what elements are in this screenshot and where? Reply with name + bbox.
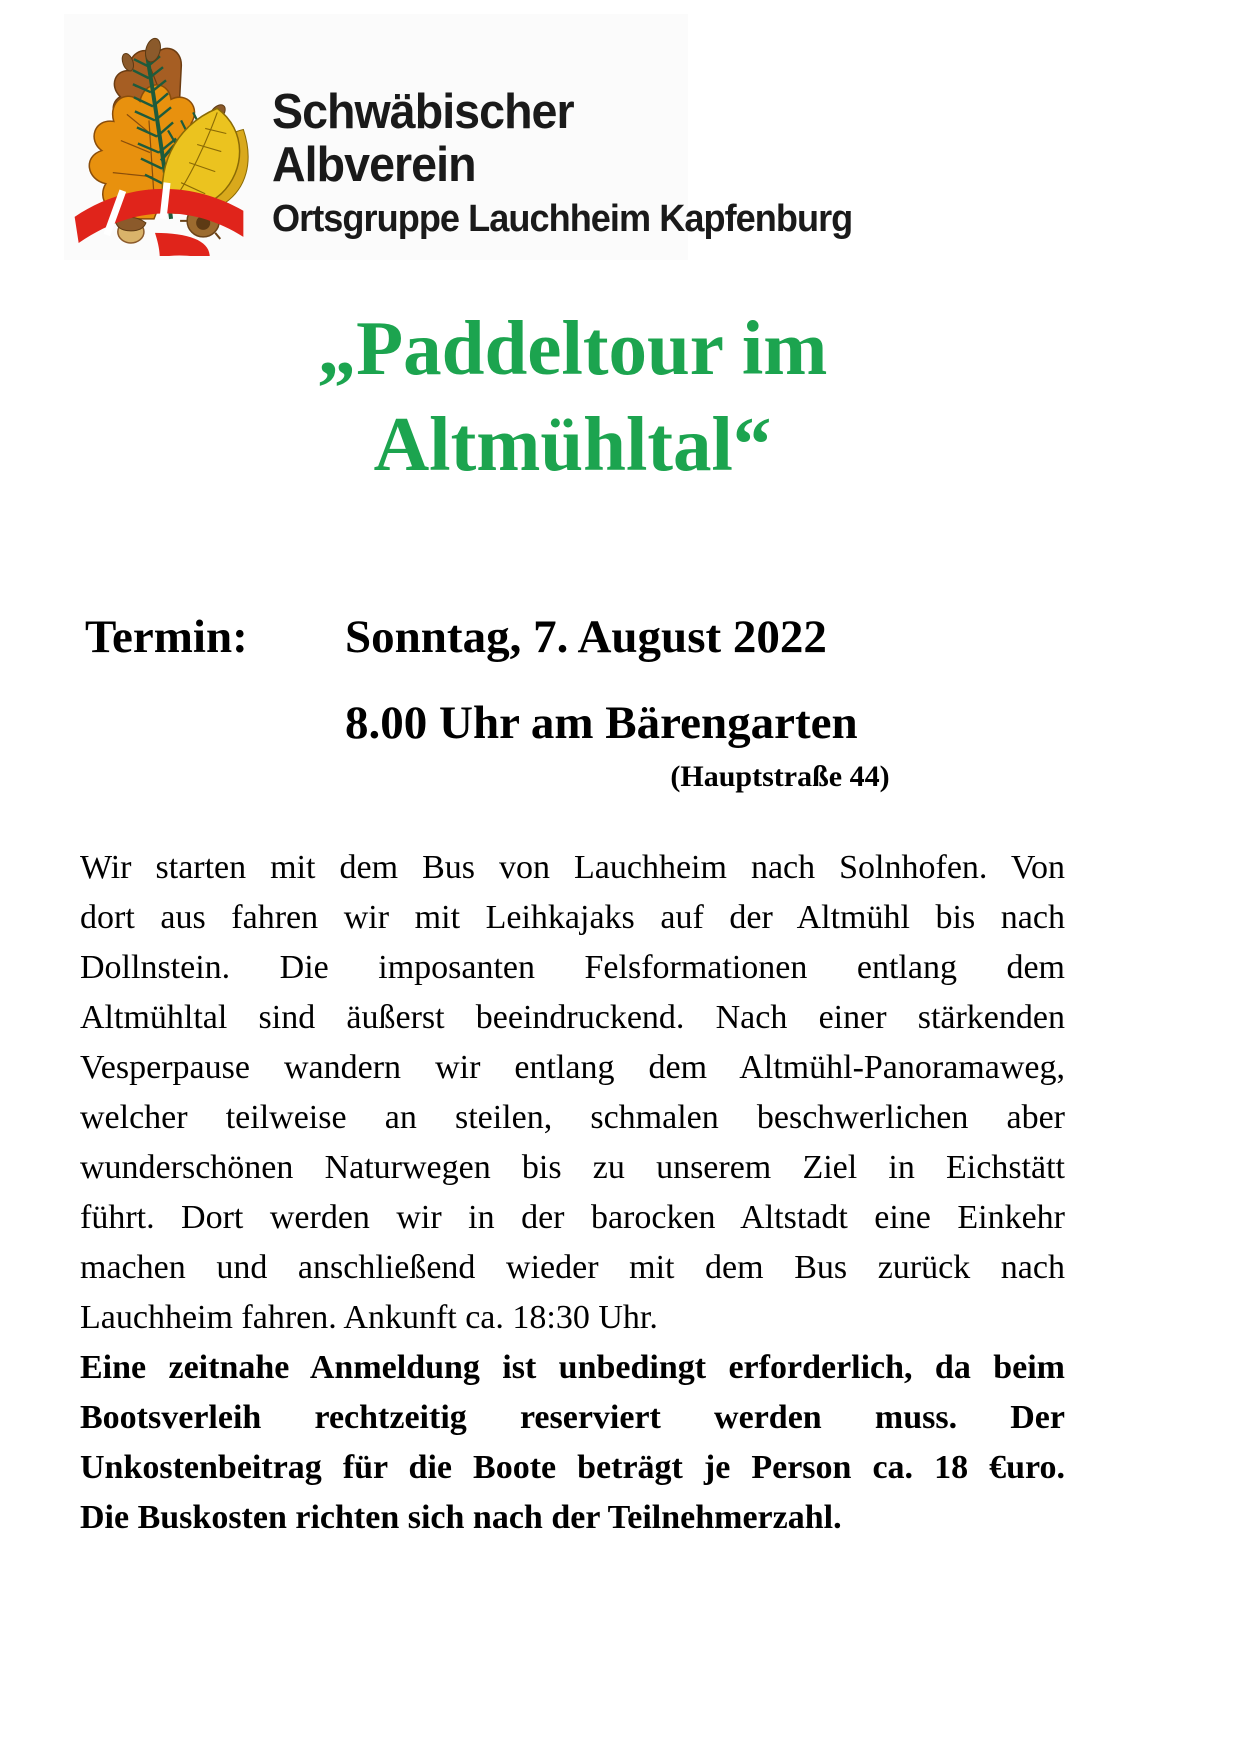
event-title xyxy=(80,300,1065,492)
body-line: Vesperpause wandern wir entlang dem Altmühl-Panoramaweg, xyxy=(80,1049,1065,1086)
body-line: führt. Dort werden wir in der barocken Altstadt eine Einkehr xyxy=(80,1199,1065,1236)
bold-line: Eine zeitnahe Anmeldung ist unbedingt erforderlich, da beim xyxy=(80,1349,1065,1386)
body-line: dort aus fahren wir mit Leihkajaks auf der Altmühl bis nach xyxy=(80,899,1065,936)
body-line: wunderschönen Naturwegen bis zu unserem Ziel in Eichstätt xyxy=(80,1149,1065,1186)
schedule-time-place: 8.00 Uhr am Bärengarten xyxy=(345,697,858,749)
registration-note xyxy=(80,1343,1065,1543)
body-line: Lauchheim fahren. Ankunft ca. 18:30 Uhr. xyxy=(80,1299,658,1336)
bold-line: Unkostenbeitrag für die Boote beträgt je Person ca. 18 €uro. xyxy=(80,1449,1065,1486)
autumn-bouquet-logo-icon xyxy=(68,20,250,256)
schedule-address: (Hauptstraße 44) xyxy=(670,760,890,793)
event-title-line2: Altmühltal“ xyxy=(373,401,772,487)
org-local-group: Ortsgruppe Lauchheim Kapfenburg xyxy=(272,198,853,240)
body-line: Altmühltal sind äußerst beeindruckend. Nach einer stärkenden xyxy=(80,999,1065,1036)
bold-line: Bootsverleih rechtzeitig reserviert werden muss. Der xyxy=(80,1399,1065,1436)
body-line: Wir starten mit dem Bus von Lauchheim nach Solnhofen. Von xyxy=(80,849,1065,886)
bold-line: Die Buskosten richten sich nach der Teilnehmerzahl. xyxy=(80,1499,842,1536)
schedule-label: Termin: xyxy=(85,611,248,663)
organisation-name xyxy=(272,86,994,241)
event-title-line1: „Paddeltour im xyxy=(317,305,828,391)
header-logo-block xyxy=(64,14,853,260)
schedule-date: Sonntag, 7. August 2022 xyxy=(345,611,827,663)
body-line: machen und anschließend wieder mit dem Bus zurück nach xyxy=(80,1249,1065,1286)
org-name-line1: Schwäbischer xyxy=(272,85,574,139)
body-text xyxy=(80,843,1065,1543)
org-name-line2: Albverein xyxy=(272,138,476,192)
body-line: welcher teilweise an steilen, schmalen beschwerlichen aber xyxy=(80,1099,1065,1136)
body-line: Dollnstein. Die imposanten Felsformationen entlang dem xyxy=(80,949,1065,986)
